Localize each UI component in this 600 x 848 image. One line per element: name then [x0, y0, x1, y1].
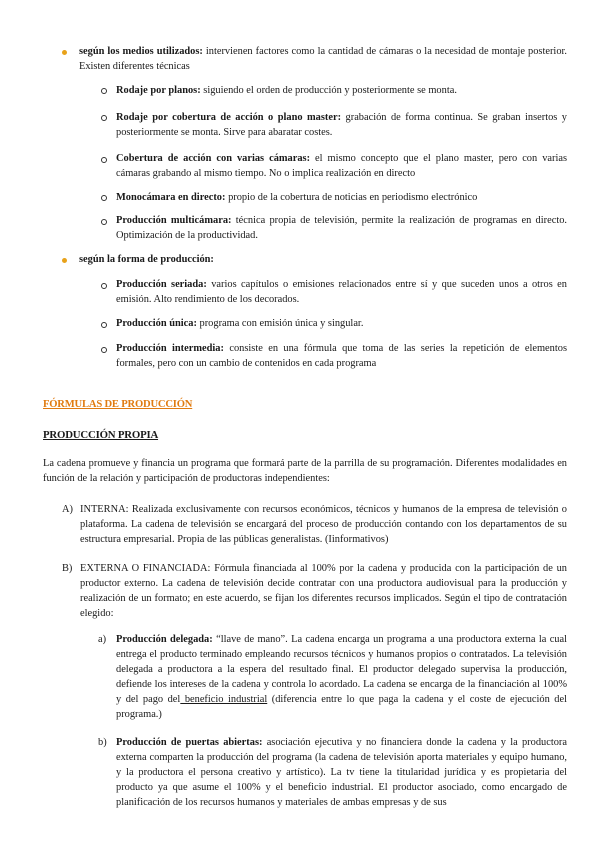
abiertas-paragraph — [116, 735, 567, 810]
item-text: consiste en una fórmula que toma de las series la repetición de elementos formales, pero con un cambio de contenidos en cada programa — [116, 343, 567, 369]
circle-bullet — [101, 115, 107, 121]
item-text: el mismo concepto que el plano master, pero con varias cámaras grabando al mismo tiempo. No o implica realización en directo — [116, 153, 567, 179]
circle-bullet — [101, 88, 107, 94]
item-term: Producción de puertas abiertas: — [116, 737, 263, 748]
list-item — [116, 316, 567, 331]
list-item — [116, 341, 567, 371]
item-term: Cobertura de acción con varias cámaras: — [116, 153, 311, 164]
item-term: Producción delegada: — [116, 634, 213, 645]
item-text: “llave de mano”. La cadena encarga un programa a una productora externa la cual entrega el producto terminado empleando recursos técnicos y humanos propios o contratados. La televisión delegada a productora a la espera del resultado final. El productor delegado supervisa la producción, defiende los intereses de la cadena y controla lo acordado. La cadena se encarga de la financiación al 100% y del pago del — [116, 634, 567, 705]
item-term: Producción seriada: — [116, 279, 207, 290]
externa-paragraph: EXTERNA O FINANCIADA: Fórmula financiada al 100% por la cadena y producida con la participación de un productor externo. La cadena de televisión decide contratar con una productora audiovisual para la producción y realización de un formato; en este acuerdo, se fijan los diferentes recursos implicados. Según el tipo de contratación elegido: — [80, 563, 567, 619]
list-item — [116, 151, 567, 181]
item-term: Rodaje por planos: — [116, 85, 201, 96]
delegada-paragraph — [116, 632, 567, 722]
item-text: varios capítulos o emisiones relacionados entre sí y que suceden unos a otros en emisión. Alto rendimiento de los decorados. — [116, 279, 567, 305]
circle-bullet — [101, 157, 107, 163]
list-item — [116, 213, 567, 243]
item-term: Producción intermedia: — [116, 343, 224, 354]
item-term: Rodaje por cobertura de acción o plano master: — [116, 112, 342, 123]
item-text: programa con emisión única y singular. — [196, 318, 364, 329]
intro-paragraph: La cadena promueve y financia un programa que formará parte de la parrilla de su programación. Diferentes modalidades en función de la relación y participación de productoras independientes: — [43, 458, 567, 484]
beneficio-industrial-link: beneficio industrial — [180, 694, 268, 705]
medios-text: intervienen factores como la cantidad de cámaras o la necesidad de montaje posterior. Existen diferentes técnicas — [79, 46, 567, 72]
item-term: Monocámara en directo: — [116, 192, 226, 203]
list-item — [116, 83, 567, 98]
circle-bullet — [101, 322, 107, 328]
item-term: Producción multicámara: — [116, 215, 232, 226]
circle-bullet — [101, 347, 107, 353]
item-text: grabación de forma continua. Se graban insertos y posteriormente se monta. Sirve para abaratar costes. — [116, 112, 567, 138]
item-text: asociación ejecutiva y no financiera donde la cadena y la productora externa comparten la producción del programa (la cadena de televisión aporta materiales y equipo humano, y la productora el persona creativo y artístico). La tv tiene la titularidad jurídica y es propietaria del producto ya que asume el 100% y el beneficio industrial. El productor asociado, como encargado de planificación de los recursos humanos y materiales de ambas empresas y de sus — [116, 737, 567, 808]
item-text: siguiendo el orden de producción y posteriormente se monta. — [200, 85, 457, 96]
bullet-dot — [62, 258, 67, 263]
list-item — [116, 190, 567, 205]
forma-paragraph — [79, 252, 567, 267]
list-marker: a) — [98, 634, 107, 645]
circle-bullet — [101, 283, 107, 289]
produccion-propia-heading: PRODUCCIÓN PROPIA — [43, 429, 159, 441]
item-term: Producción única: — [116, 318, 197, 329]
list-marker: B) — [62, 563, 73, 574]
list-marker: b) — [98, 737, 107, 748]
list-item — [116, 110, 567, 140]
interna-paragraph: INTERNA: Realizada exclusivamente con recursos económicos, técnicos y humanos de la empresa de televisión o plataforma. La cadena de televisión se encargará del proceso de producción contando con los departamentos de su estructura empresarial. Propia de las públicas generalistas. (Iinformativos) — [80, 504, 567, 545]
item-text: propio de la cobertura de noticias en periodismo electrónico — [225, 192, 478, 203]
circle-bullet — [101, 195, 107, 201]
bullet-dot — [62, 50, 67, 55]
list-item — [116, 277, 567, 307]
forma-title: según la forma de producción: — [79, 254, 214, 265]
list-marker: A) — [62, 504, 73, 515]
item-text: (diferencia entre lo que paga la cadena y el coste de ejecución del programa.) — [116, 694, 567, 720]
circle-bullet — [101, 219, 107, 225]
medios-paragraph — [79, 44, 567, 74]
medios-title: según los medios utilizados: — [79, 46, 203, 57]
formulas-heading: FÓRMULAS DE PRODUCCIÓN — [43, 399, 193, 410]
item-text: técnica propia de televisión, permite la realización de programas en directo. Optimización de la productividad. — [116, 215, 567, 241]
